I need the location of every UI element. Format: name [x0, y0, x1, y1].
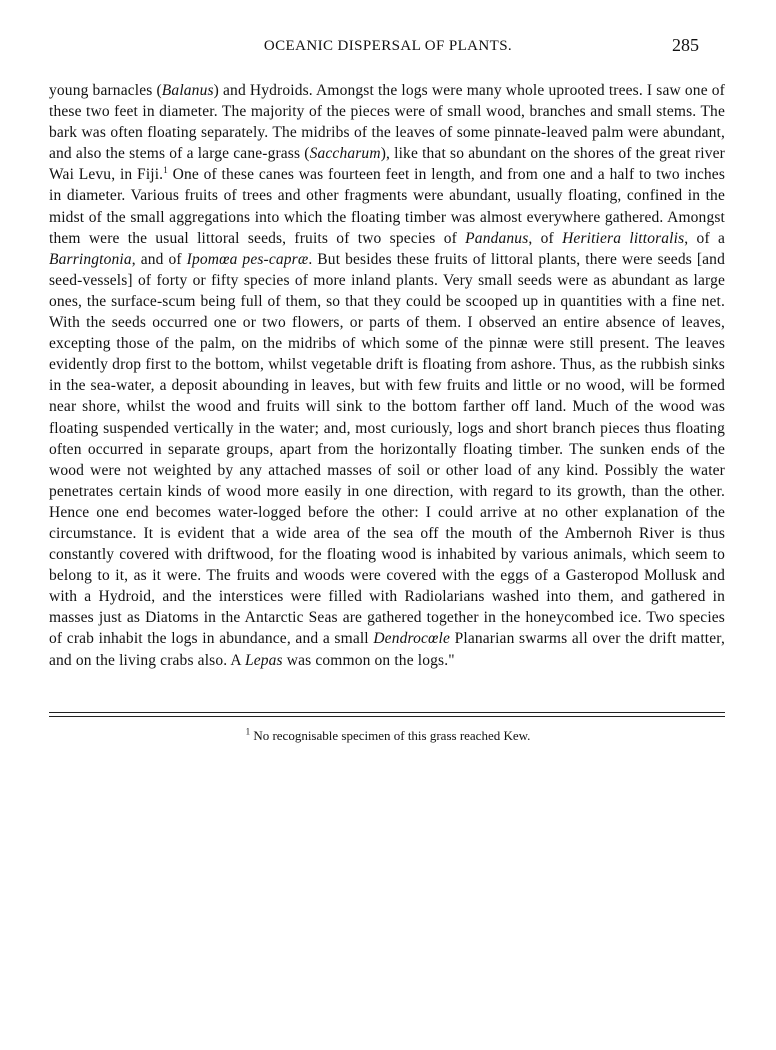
text-run: , and of	[131, 250, 187, 268]
text-run: young barnacles (	[49, 82, 162, 99]
footnote-marker: 1	[163, 165, 168, 176]
text-run: . But besides these fruits of littoral plants, there were seeds [and seed-vessels] of forty or fifty species of more inland plants. Very small seeds were as abundant as large ones, the surface-scum being full of them, so that they could be scooped up in quantities with a fine net. With the seeds occurred one or two flowers, or parts of them. I observed an entire absence of leaves, excepting those of the palm, on the midribs of which some of the pinnæ were still present. The leaves evidently drop first to the bottom, whilst vegetable drift is floating from ashore. Thus, as the rubbish sinks in the sea-water, a deposit abounding in leaves, but with few fruits and little or no wood, will be formed near shore, whilst the wood and fruits will sink to the bottom farther off land. Much of the wood was floating suspended vertically in the water; and, most curiously, logs and short branch pieces thus floating often occurred in separate groups, apart from the horizontally floating timber. The sunken ends of the wood were not weighted by any attached masses of soil or other load of any kind. Possibly the water penetrates certain kinds of wood more easily in one direction, with regard to its growth, than the other. Hence one end becomes water-logged before the other: I could arrive at no other explanation of the circumstance. It is evident that a wide area of the sea off the mouth of the Ambernoh River is thus constantly covered with driftwood, for the floating wood is inhabited by various animals, which seem to belong to it, as it were. The fruits and woods were covered with the eggs of a Gasteropod Mollusk and with a Hydroid, and the interstices were filled with Radiolarians washed into them, and gathered in masses just as Diatoms in the Antarctic Seas are gathered together in the honeycombed ice. Two species of crab inhabit the logs in abundance, and a small	[49, 250, 725, 648]
text-run: was common on the logs."	[282, 651, 455, 669]
text-run: ), like that so abundant on the shores of the great river Wai Levu, in Fiji.	[49, 145, 725, 184]
text-run: One of these canes was fourteen feet in length, and from one and a half to two inches in diameter. Various fruits of trees and other fragments were abundant, usually floating, confined in the midst of the small aggregations into which the floating timber was almost everywhere gathered. Amongst them were the usual littoral seeds, fruits of two species of	[49, 166, 726, 247]
text-run: , of	[528, 229, 563, 247]
taxon-name: Heritiera littoralis	[562, 229, 685, 247]
running-header-title: OCEANIC DISPERSAL OF PLANTS.	[263, 38, 513, 54]
footnote-text: No recognisable specimen of this grass reached Kew.	[250, 728, 531, 743]
footnote	[0, 728, 776, 744]
text-run: ) and Hydroids. Amongst the logs were many whole uprooted trees. I saw one of these two feet in diameter. The majority of the pieces were of small wood, branches and small stems. The bark was often floating separately. The midribs of the leaves of some pinnate-leaved palm were abundant, and also the stems of a large cane-grass (	[49, 82, 725, 163]
text-run: Planarian swarms all over the drift matter, and on the living crabs also. A	[49, 630, 725, 669]
taxon-name: Pandanus	[465, 229, 529, 247]
footnote-divider	[49, 712, 725, 713]
footnote-divider-secondary	[49, 716, 725, 717]
taxon-name: Dendrocœle	[373, 630, 451, 648]
taxon-name: Lepas	[244, 651, 283, 669]
taxon-name: Ipomœa pes-capræ	[186, 250, 309, 268]
taxon-name: Barringtonia	[49, 250, 132, 268]
page-number: 285	[672, 35, 699, 55]
taxon-name: Balanus	[161, 82, 214, 99]
footnote-number: 1	[245, 726, 251, 737]
taxon-name: Saccharum	[309, 145, 381, 163]
text-run: , of a	[684, 229, 726, 247]
body-paragraph	[49, 80, 725, 671]
